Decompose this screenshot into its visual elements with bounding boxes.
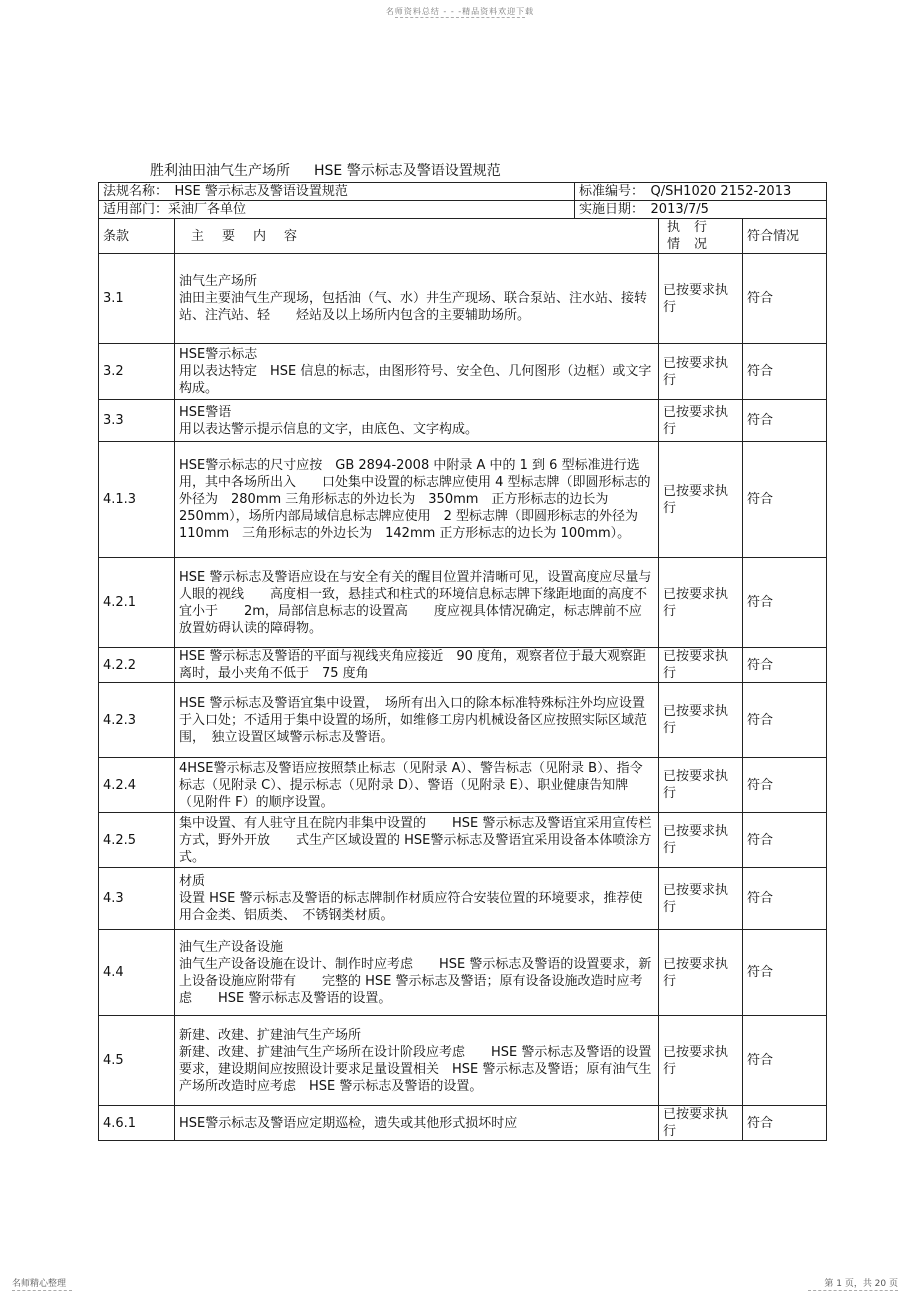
conformity-cell: 符合 bbox=[743, 868, 827, 930]
execution-cell: 已按要求执行 bbox=[659, 868, 743, 930]
clause-cell: 4.3 bbox=[99, 868, 175, 930]
execution-cell: 已按要求执行 bbox=[659, 648, 743, 683]
conformity-cell: 符合 bbox=[743, 758, 827, 813]
standard-number-label: 标准编号： bbox=[579, 184, 638, 199]
table-row bbox=[99, 442, 827, 558]
execution-cell: 已按要求执行 bbox=[659, 1016, 743, 1106]
standard-number-cell bbox=[575, 183, 827, 201]
effective-date-cell bbox=[575, 201, 827, 219]
conformity-cell: 符合 bbox=[743, 442, 827, 558]
clause-cell: 4.5 bbox=[99, 1016, 175, 1106]
clause-cell: 3.1 bbox=[99, 254, 175, 344]
clause-cell: 4.4 bbox=[99, 930, 175, 1016]
execution-cell: 已按要求执行 bbox=[659, 400, 743, 442]
table-row bbox=[99, 558, 827, 648]
conformity-cell: 符合 bbox=[743, 254, 827, 344]
content-cell bbox=[175, 1106, 659, 1141]
content-body: 新建、改建、扩建油气生产场所在设计阶段应考虑 HSE 警示标志及警语的设置要求，建设期间应按照设计要求足量设置相关 HSE 警示标志及警语；原有油气生产场所改造时应考虑 HSE 警示标志及警语的设置。 bbox=[179, 1044, 652, 1094]
table-row bbox=[99, 813, 827, 868]
content-body: HSE 警示标志及警语的平面与视线夹角应接近 90 度角，观察者位于最大观察距离时，最小夹角不低于 75 度角 bbox=[179, 649, 647, 681]
content-cell bbox=[175, 254, 659, 344]
content-title: HSE警语 bbox=[179, 404, 232, 420]
regulation-name-value: HSE 警示标志及警语设置规范 bbox=[174, 184, 348, 199]
conformity-cell: 符合 bbox=[743, 1016, 827, 1106]
table-row bbox=[99, 648, 827, 683]
table-row bbox=[99, 344, 827, 400]
department-value: 采油厂各单位 bbox=[168, 202, 247, 217]
clause-cell: 4.1.3 bbox=[99, 442, 175, 558]
regulation-table bbox=[98, 182, 827, 1141]
conformity-cell: 符合 bbox=[743, 558, 827, 648]
page-header: 名师资料总结 - - -精品资料欢迎下载 bbox=[385, 7, 535, 16]
content-title: 油气生产场所 bbox=[179, 274, 258, 289]
content-body: 油田主要油气生产现场，包括油（气、水）井生产现场、联合泵站、注水站、接转站、注汽站、轻 烃站及以上场所内包含的主要辅助场所。 bbox=[179, 291, 648, 323]
footer-left: 名师精心整理 bbox=[12, 1279, 67, 1289]
content-body: 集中设置、有人驻守且在院内非集中设置的 HSE 警示标志及警语宜采用宣传栏方式，野外开放 式生产区域设置的 HSE警示标志及警语宜采用设备本体喷涂方式。 bbox=[179, 815, 652, 865]
content-title: HSE警示标志 bbox=[179, 347, 258, 362]
execution-cell: 已按要求执行 bbox=[659, 442, 743, 558]
execution-cell: 已按要求执行 bbox=[659, 683, 743, 758]
content-body: 4HSE警示标志及警语应按照禁止标志（见附录 A）、警告标志（见附录 B）、指令标志（见附录 C）、提示标志（见附录 D）、警语（见附录 E）、职业健康告知牌（见附件 F）的顺序设置。 bbox=[179, 760, 643, 810]
clause-cell: 3.3 bbox=[99, 400, 175, 442]
clause-cell: 4.2.5 bbox=[99, 813, 175, 868]
clause-cell: 4.6.1 bbox=[99, 1106, 175, 1141]
content-cell bbox=[175, 813, 659, 868]
content-body: HSE 警示标志及警语应设在与安全有关的醒目位置并清晰可见，设置高度应尽量与人眼的视线 高度相一致，悬挂式和柱式的环境信息标志牌下缘距地面的高度不宜小于 2m，局部信息标志的设置高 度应视具体情况确定，标志牌前不应放置妨碍认读的障碍物。 bbox=[179, 569, 652, 636]
clause-cell: 4.2.2 bbox=[99, 648, 175, 683]
table-row bbox=[99, 930, 827, 1016]
content-cell bbox=[175, 868, 659, 930]
col-clause: 条款 bbox=[99, 219, 175, 254]
table-row bbox=[99, 868, 827, 930]
table-row bbox=[99, 400, 827, 442]
meta-row-1 bbox=[99, 183, 827, 201]
content-cell bbox=[175, 683, 659, 758]
execution-cell: 已按要求执行 bbox=[659, 254, 743, 344]
clause-cell: 3.2 bbox=[99, 344, 175, 400]
content-body: 用以表达特定 HSE 信息的标志，由图形符号、安全色、几何图形（边框）或文字构成。 bbox=[179, 364, 652, 396]
content-cell bbox=[175, 400, 659, 442]
title-org: 胜利油田油气生产场所 bbox=[150, 163, 290, 179]
content-cell bbox=[175, 558, 659, 648]
header-divider bbox=[395, 17, 525, 18]
content-body: 油气生产设备设施在设计、制作时应考虑 HSE 警示标志及警语的设置要求，新上设备设施应附带有 完整的 HSE 警示标志及警语；原有设备设施改造时应考虑 HSE 警示标志及警语的设置。 bbox=[179, 956, 652, 1006]
conformity-cell: 符合 bbox=[743, 1106, 827, 1141]
conformity-cell: 符合 bbox=[743, 400, 827, 442]
execution-cell: 已按要求执行 bbox=[659, 1106, 743, 1141]
document-title bbox=[150, 160, 501, 180]
department-cell bbox=[99, 201, 575, 219]
meta-row-2 bbox=[99, 201, 827, 219]
conformity-cell: 符合 bbox=[743, 930, 827, 1016]
conformity-cell: 符合 bbox=[743, 648, 827, 683]
column-header-row bbox=[99, 219, 827, 254]
clause-cell: 4.2.3 bbox=[99, 683, 175, 758]
content-title: 油气生产设备设施 bbox=[179, 939, 284, 955]
content-cell bbox=[175, 344, 659, 400]
title-name: HSE 警示标志及警语设置规范 bbox=[314, 163, 501, 179]
conformity-cell: 符合 bbox=[743, 813, 827, 868]
content-body: HSE警示标志及警语应定期巡检，遗失或其他形式损坏时应 bbox=[179, 1115, 518, 1131]
conformity-cell: 符合 bbox=[743, 344, 827, 400]
clause-cell: 4.2.4 bbox=[99, 758, 175, 813]
department-label: 适用部门： bbox=[103, 202, 169, 217]
standard-number-value: Q/SH1020 2152-2013 bbox=[650, 184, 792, 199]
content-body: 设置 HSE 警示标志及警语的标志牌制作材质应符合安装位置的环境要求，推荐使用合金类、铝质类、 不锈钢类材质。 bbox=[179, 891, 643, 923]
regulation-name-label: 法规名称： bbox=[103, 184, 162, 199]
content-title: 材质 bbox=[179, 874, 206, 889]
table-row bbox=[99, 758, 827, 813]
clause-cell: 4.2.1 bbox=[99, 558, 175, 648]
content-cell bbox=[175, 648, 659, 683]
conformity-cell: 符合 bbox=[743, 683, 827, 758]
col-execution: 执行情况 bbox=[659, 219, 743, 254]
content-body: 用以表达警示提示信息的文字，由底色、文字构成。 bbox=[179, 421, 479, 437]
table-row bbox=[99, 1016, 827, 1106]
table-row bbox=[99, 1106, 827, 1141]
col-conformity: 符合情况 bbox=[743, 219, 827, 254]
content-body: HSE 警示标志及警语宜集中设置， 场所有出入口的除本标准特殊标注外均应设置于入口处；不适用于集中设置的场所，如维修工房内机械设备区应按照实际区域范围， 独立设置区域警示标志及警语。 bbox=[179, 695, 648, 745]
effective-date-value: 2013/7/5 bbox=[650, 202, 709, 217]
content-cell bbox=[175, 930, 659, 1016]
col-content: 主要内容 bbox=[175, 219, 659, 254]
content-body: HSE警示标志的尺寸应按 GB 2894-2008 中附录 A 中的 1 到 6 型标准进行选用，其中各场所出入 口处集中设置的标志牌应使用 4 型标志牌（即圆形标志的外径为 280mm 三角形标志的外边长为 350mm 正方形标志的边长为 250mm），场所内部局域信息标志牌应使用 2 型标志牌（即圆形标志的外径为 110mm 三角形标志的外边长为 142mm 正方形标志的边长为 100mm）。 bbox=[179, 458, 651, 541]
execution-cell: 已按要求执行 bbox=[659, 930, 743, 1016]
execution-cell: 已按要求执行 bbox=[659, 344, 743, 400]
content-cell bbox=[175, 442, 659, 558]
table-row bbox=[99, 254, 827, 344]
regulation-name-cell bbox=[99, 183, 575, 201]
content-cell bbox=[175, 1016, 659, 1106]
footer-right: 第 1 页，共 20 页 bbox=[824, 1279, 898, 1289]
execution-cell: 已按要求执行 bbox=[659, 558, 743, 648]
footer-divider-right bbox=[808, 1290, 898, 1291]
footer-divider-left bbox=[12, 1290, 72, 1291]
execution-cell: 已按要求执行 bbox=[659, 813, 743, 868]
execution-cell: 已按要求执行 bbox=[659, 758, 743, 813]
content-title: 新建、改建、扩建油气生产场所 bbox=[179, 1027, 362, 1043]
effective-date-label: 实施日期： bbox=[579, 202, 638, 217]
content-cell bbox=[175, 758, 659, 813]
table-row bbox=[99, 683, 827, 758]
